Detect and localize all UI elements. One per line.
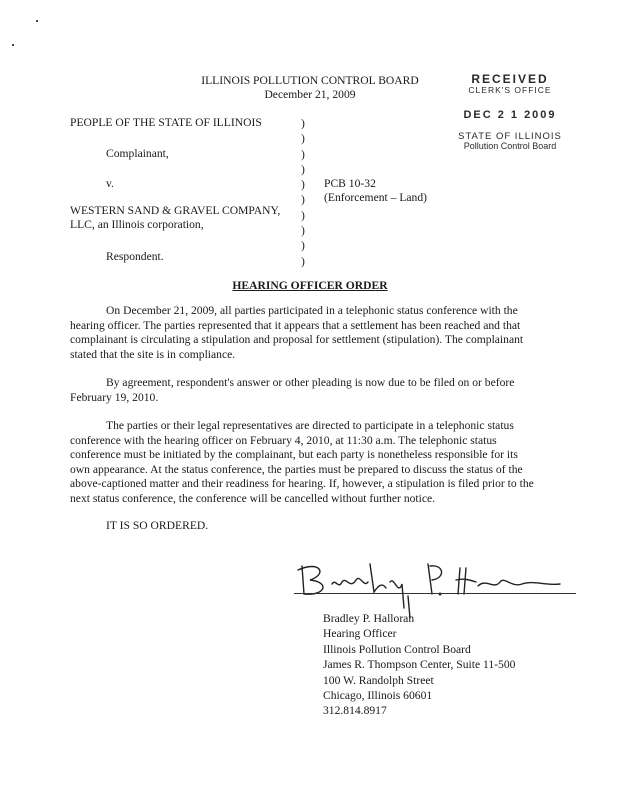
phone-number: 312.814.8917	[323, 704, 387, 717]
caption-paren: )	[301, 193, 305, 207]
order-date: December 21, 2009	[264, 88, 356, 101]
caption-paren: )	[301, 147, 305, 161]
stamp-state: STATE OF ILLINOIS	[458, 131, 562, 142]
order-title-text: HEARING OFFICER ORDER	[232, 279, 388, 292]
received-stamp	[440, 72, 580, 151]
scan-speck	[36, 20, 38, 22]
signer-organization: Illinois Pollution Control Board	[323, 643, 471, 656]
stamp-board: Pollution Control Board	[463, 141, 557, 151]
order-paragraph-3: The parties or their legal representatives are directed to participate in a telephonic status conference with the hearing officer on February 4, 2010, at 11:30 a.m. The telephonic status conference must be initiated by the complainant, but each party is nonetheless responsible for its own appearance. At the status conference, the parties must be prepared to discuss the status of the above-captioned matter and their readiness for hearing. If, however, a stipulation is filed prior to the next status conference, the conference will be cancelled without further notice.	[70, 419, 534, 505]
signer-title: Hearing Officer	[323, 627, 397, 640]
plaintiff-name: PEOPLE OF THE STATE OF ILLINOIS	[70, 116, 262, 129]
complainant-label: Complainant,	[106, 147, 169, 160]
board-name: ILLINOIS POLLUTION CONTROL BOARD	[201, 74, 419, 87]
respondent-label: Respondent.	[106, 250, 164, 263]
address-line3: Chicago, Illinois 60601	[323, 689, 433, 702]
stamp-office: CLERK'S OFFICE	[468, 85, 552, 95]
caption-paren: )	[301, 224, 305, 238]
order-paragraph-1: On December 21, 2009, all parties participated in a telephonic status conference with the hearing officer. The parties represented that it appears that a settlement has been reached and that complainant is circulating a stipulation and proposal for settlement (stipulation). The complainant stated that the site is in compliance.	[70, 304, 524, 361]
order-title	[150, 276, 470, 294]
signer-name: Bradley P. Halloran	[323, 612, 415, 625]
versus-label: v.	[106, 177, 114, 190]
caption-paren: )	[301, 178, 305, 192]
case-number: PCB 10-32	[324, 177, 376, 190]
order-paragraph-2: By agreement, respondent's answer or other pleading is now due to be filed on or before February 19, 2010.	[70, 376, 515, 404]
caption-paren: )	[301, 254, 305, 268]
caption-paren: )	[301, 132, 305, 146]
closing-statement: IT IS SO ORDERED.	[106, 519, 209, 532]
address-line1: James R. Thompson Center, Suite 11-500	[323, 658, 516, 671]
caption-paren: )	[301, 208, 305, 222]
stamp-date: DEC 2 1 2009	[463, 109, 557, 121]
scan-speck	[12, 44, 14, 46]
caption-parentheses	[301, 116, 311, 269]
address-line2: 100 W. Randolph Street	[323, 674, 434, 687]
caption-paren: )	[301, 117, 305, 130]
caption-paren: )	[301, 162, 305, 176]
defendant-name-line1: WESTERN SAND & GRAVEL COMPANY,	[70, 204, 281, 217]
caption-paren: )	[301, 239, 305, 253]
case-type: (Enforcement – Land)	[324, 191, 428, 204]
stamp-received: RECEIVED	[471, 72, 549, 86]
defendant-name-line2: LLC, an Illinois corporation,	[70, 218, 204, 231]
signature-line	[294, 593, 576, 594]
